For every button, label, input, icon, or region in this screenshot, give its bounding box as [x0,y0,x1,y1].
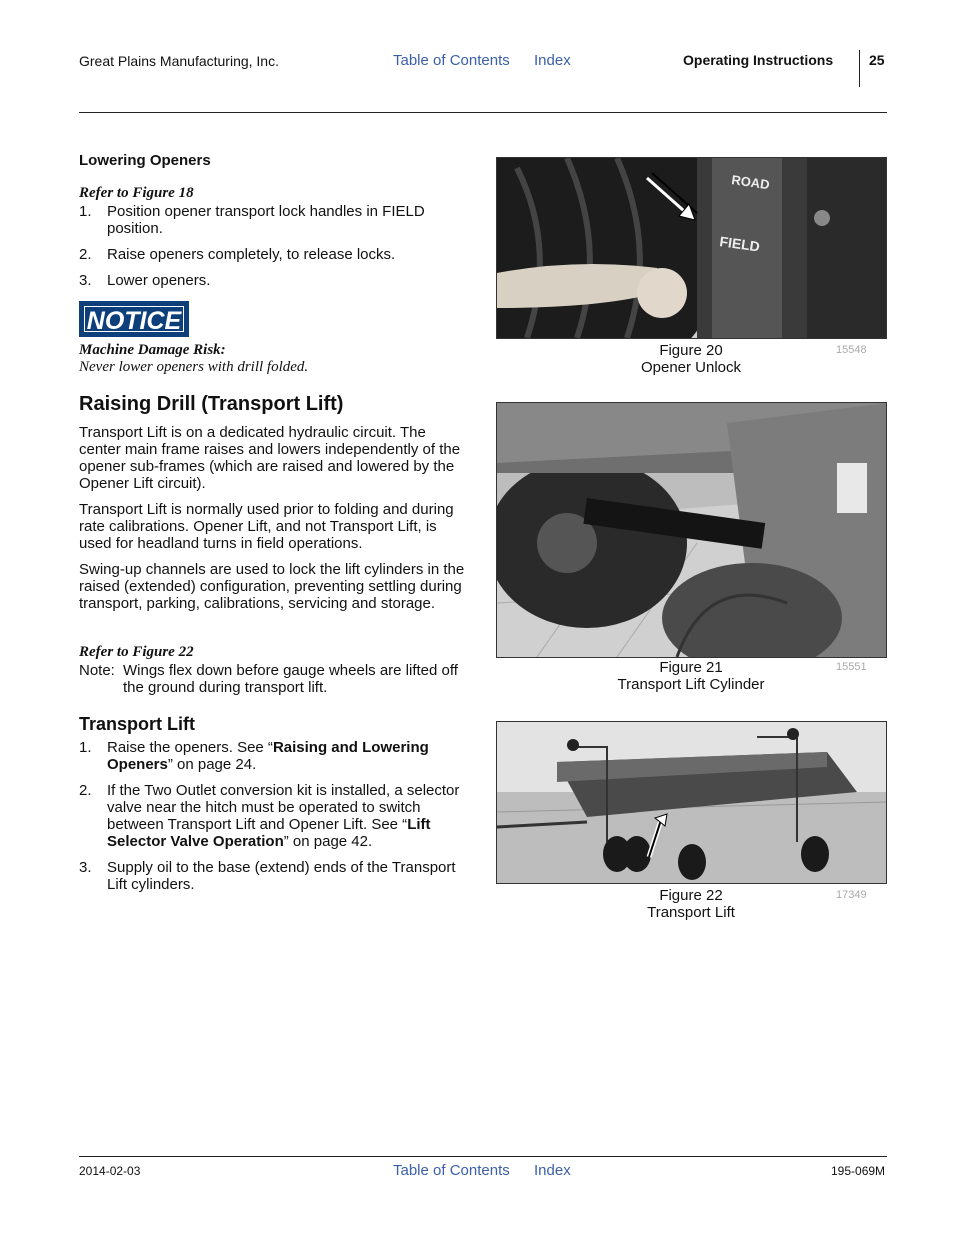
step-link-text: Lift Selector Valve Operation [107,816,431,850]
step-link-text: Raising and Lowering Openers [107,739,429,773]
step-text-pre: If the Two Outlet conversion kit is installed, a selector valve near the hitch must be operated to switch between Transport Lift and Opener Lift. See “ [107,782,460,833]
raising-para-1: Transport Lift is on a dedicated hydraulic circuit. The center main frame raises and lowers independently of the opener sub-frames (which are raised and lowered by the Opener Lift circuit). [79,424,461,492]
lowering-ref: Refer to Figure 18 [79,185,194,201]
sign-road: ROAD [730,172,771,193]
figure-21-number: 15551 [836,661,867,673]
list-item [79,246,469,263]
risk-text: Never lower openers with drill folded. [79,359,309,375]
step-number: 3. [79,272,92,289]
step-text [107,782,467,850]
index-link[interactable]: Index [534,52,571,69]
transport-lift-illustration [497,722,886,883]
step-text-post: ” on page 24. [167,756,257,773]
figure-21-caption: Transport Lift Cylinder [617,676,765,693]
footer-rule [79,1156,887,1157]
raising-ref: Refer to Figure 22 [79,644,194,660]
footer-toc-link[interactable]: Table of Contents [393,1162,510,1179]
lowering-heading: Lowering Openers [79,152,211,169]
step-text: Position opener transport lock handles in FIELD position. [107,203,425,237]
raising-para-2: Transport Lift is normally used prior to folding and during rate calibrations. Opener Lift, and not Transport Lift, is used for headland turns in field operations. [79,501,454,552]
lift-cylinder-illustration [497,403,886,657]
figure-22-label: Figure 22 [659,887,723,904]
figure-22-caption: Transport Lift [647,904,735,921]
figure-20-photo [496,157,887,339]
step-text: Lower openers. [107,272,211,289]
list-item [79,782,469,850]
note-label: Note: [79,662,115,679]
footer-index-link[interactable]: Index [534,1162,571,1179]
company-name: Great Plains Manufacturing, Inc. [79,53,279,69]
list-item [79,272,469,289]
figure-21-label: Figure 21 [659,659,723,676]
header-rule [79,112,887,113]
step-text: Raise openers completely, to release locks. [107,246,396,263]
step-number: 1. [79,203,92,220]
figure-22-number: 17349 [836,889,867,901]
list-item [79,739,469,773]
header-divider [859,50,860,87]
section-title: Operating Instructions [683,52,834,68]
raising-heading: Raising Drill (Transport Lift) [79,393,344,415]
raising-para-3: Swing-up channels are used to lock the lift cylinders in the raised (extended) configuration, preventing settling during transport, parking, calibrations, servicing and storage. [79,561,465,612]
footer-date: 2014-02-03 [79,1164,141,1178]
notice-label: NOTICE [84,306,184,332]
step-number: 2. [79,246,92,263]
step-number: 3. [79,859,92,876]
notice-badge [79,301,189,337]
step-text: Supply oil to the base (extend) ends of the Transport Lift cylinders. [107,859,456,893]
step-text-post: ” on page 42. [283,833,373,850]
note [79,662,469,696]
step-number: 2. [79,782,92,799]
toc-link[interactable]: Table of Contents [393,52,510,69]
transport-heading: Transport Lift [79,714,195,734]
figure-22-photo [496,721,887,884]
step-text-pre: Raise the openers. See “ [107,739,273,756]
sign-field: FIELD [718,233,761,255]
step-number: 1. [79,739,92,756]
list-item [79,203,469,237]
step-text [107,739,467,773]
figure-21-photo [496,402,887,658]
risk-title: Machine Damage Risk: [79,342,226,358]
page-number: 25 [869,52,885,68]
list-item [79,859,469,893]
figure-20-caption: Opener Unlock [640,359,742,376]
opener-unlock-illustration [497,158,886,338]
note-text: Wings flex down before gauge wheels are lifted off the ground during transport lift. [123,662,458,696]
figure-20-number: 15548 [836,344,867,356]
footer-doc-number: 195-069M [831,1164,886,1178]
figure-20-label: Figure 20 [659,342,723,359]
